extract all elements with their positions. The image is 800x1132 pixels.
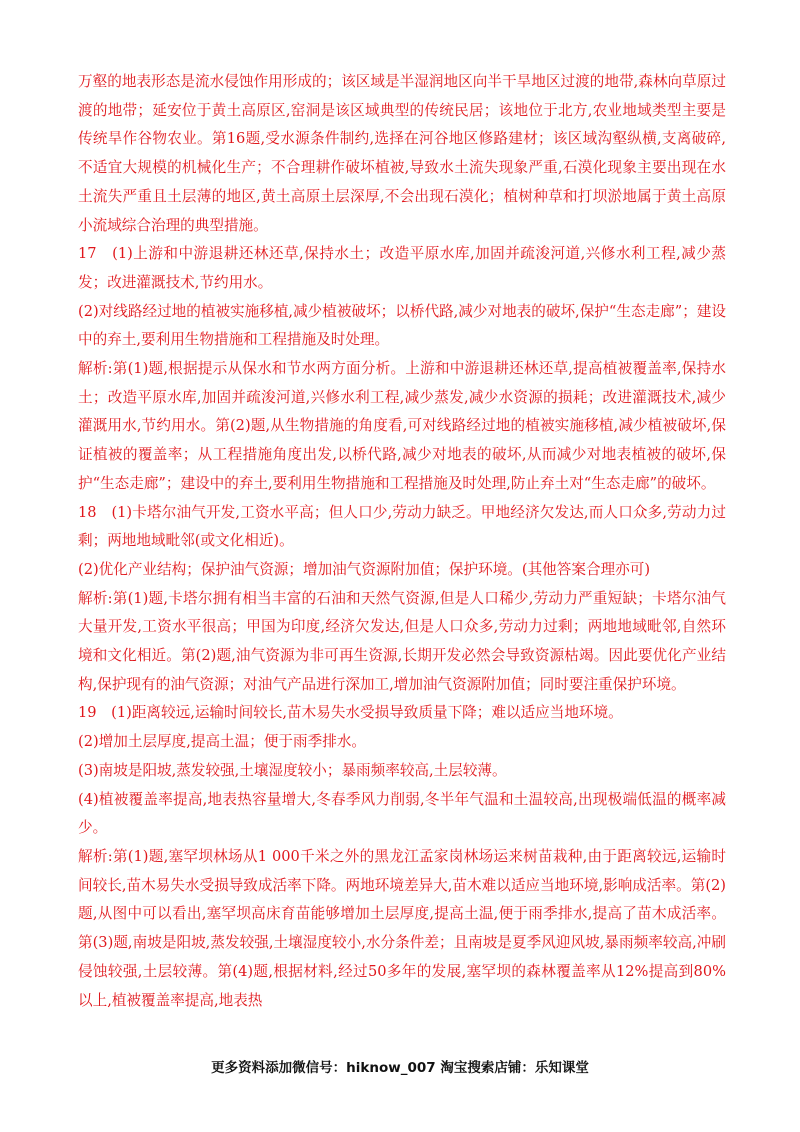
analysis-18: 解析:第(1)题,卡塔尔拥有相当丰富的石油和天然气资源,但是人口稀少,劳动力严重短缺；卡塔尔油气大量开发,工资水平很高；甲国为印度,经济欠发达,但是人口众多,劳动力过剩；两地地域毗邻,自然环境和文化相近。第(2)题,油气资源为非可再生资源,长期开发必然会导致资源枯竭。因此要优化产业结构,保护现有的油气资源；对油气产品进行深加工,增加油气资源附加值；同时要注重保护环境。 xyxy=(78,589,726,693)
paragraph-continuation: 万壑的地表形态是流水侵蚀作用形成的；该区域是半湿润地区向半干旱地区过渡的地带,森林向草原过渡的地带；延安位于黄土高原区,窑洞是该区域典型的传统民居；该地位于北方,农业地域类型主要是传统旱作谷物农业。第16题,受水源条件制约,选择在河谷地区修路建材；该区域沟壑纵横,支离破碎,不适宜大规模的机械化生产；不合理耕作破坏植被,导致水土流失现象严重,石漠化现象主要出现在水土流失严重且土层薄的地区,黄土高原土层深厚,不会出现石漠化；植树种草和打坝淤地属于黄土高原小流域综合治理的典型措施。 xyxy=(78,73,726,234)
analysis-19: 解析:第(1)题,塞罕坝林场从1 000千米之外的黑龙江孟家岗林场运来树苗栽种,由于距离较远,运输时间较长,苗木易失水受损导致成活率下降。两地环境差异大,苗木难以适应当地环境,影响成活率。第(2)题,从图中可以看出,塞罕坝高床育苗能够增加土层厚度,提高土温,便于雨季排水,提高了苗木成活率。第(3)题,南坡是阳坡,蒸发较强,土壤湿度较小,水分条件差；且南坡是夏季风迎风坡,暴雨频率较高,冲刷侵蚀较强,土层较薄。第(4)题,根据材料,经过50多年的发展,塞罕坝的森林覆盖率从12%提高到80%以上,植被覆盖率提高,地表热 xyxy=(78,847,726,1009)
answer-19-part-2: (2)增加土层厚度,提高土温；便于雨季排水。 xyxy=(78,733,367,751)
answer-17-part-2: (2)对线路经过地的植被实施移植,减少植被破坏；以桥代路,减少对地表的破坏,保护“生态走廊”；建设中的弃土,要利用生物措施和工程措施及时处理。 xyxy=(78,302,726,349)
answer-19-part-4: (4)植被覆盖率提高,地表热容量增大,冬春季风力削弱,冬半年气温和土温较高,出现极端低温的概率减少。 xyxy=(78,790,726,837)
answer-17-part-1: 17 (1)上游和中游退耕还林还草,保持水土；改造平原水库,加固并疏浚河道,兴修水利工程,减少蒸发；改进灌溉技术,节约用水。 xyxy=(78,245,726,291)
answer-19-part-3: (3)南坡是阳坡,蒸发较强,土壤湿度较小；暴雨频率较高,土层较薄。 xyxy=(78,761,507,779)
answer-19-part-1: 19 (1)距离较远,运输时间较长,苗木易失水受损导致质量下降；难以适应当地环境。 xyxy=(78,704,623,722)
answer-18-part-2: (2)优化产业结构；保护油气资源；增加油气资源附加值；保护环境。(其他答案合理亦可) xyxy=(78,560,651,578)
answer-18-part-1: 18 (1)卡塔尔油气开发,工资水平高；但人口少,劳动力缺乏。甲地经济欠发达,而人口众多,劳动力过剩；两地地域毗邻(或文化相近)。 xyxy=(78,503,726,550)
page-footer: 更多资料添加微信号：hiknow_007 淘宝搜索店铺：乐知课堂 xyxy=(211,1060,589,1076)
analysis-17: 解析:第(1)题,根据提示从保水和节水两方面分析。上游和中游退耕还林还草,提高植被覆盖率,保持水土；改造平原水库,加固并疏浚河道,兴修水利工程,减少蒸发,减少水资源的损耗；改进灌溉技术,减少灌溉用水,节约用水。第(2)题,从生物措施的角度看,可对线路经过地的植被实施移植,减少植被破坏,保证植被的覆盖率；从工程措施角度出发,以桥代路,减少对地表的破坏,从而减少对地表植被的破坏,保护“生态走廊”；建设中的弃土,要利用生物措施和工程措施及时处理,防止弃土对“生态走廊”的破坏。 xyxy=(78,360,726,492)
answer-text-block xyxy=(78,68,726,1015)
